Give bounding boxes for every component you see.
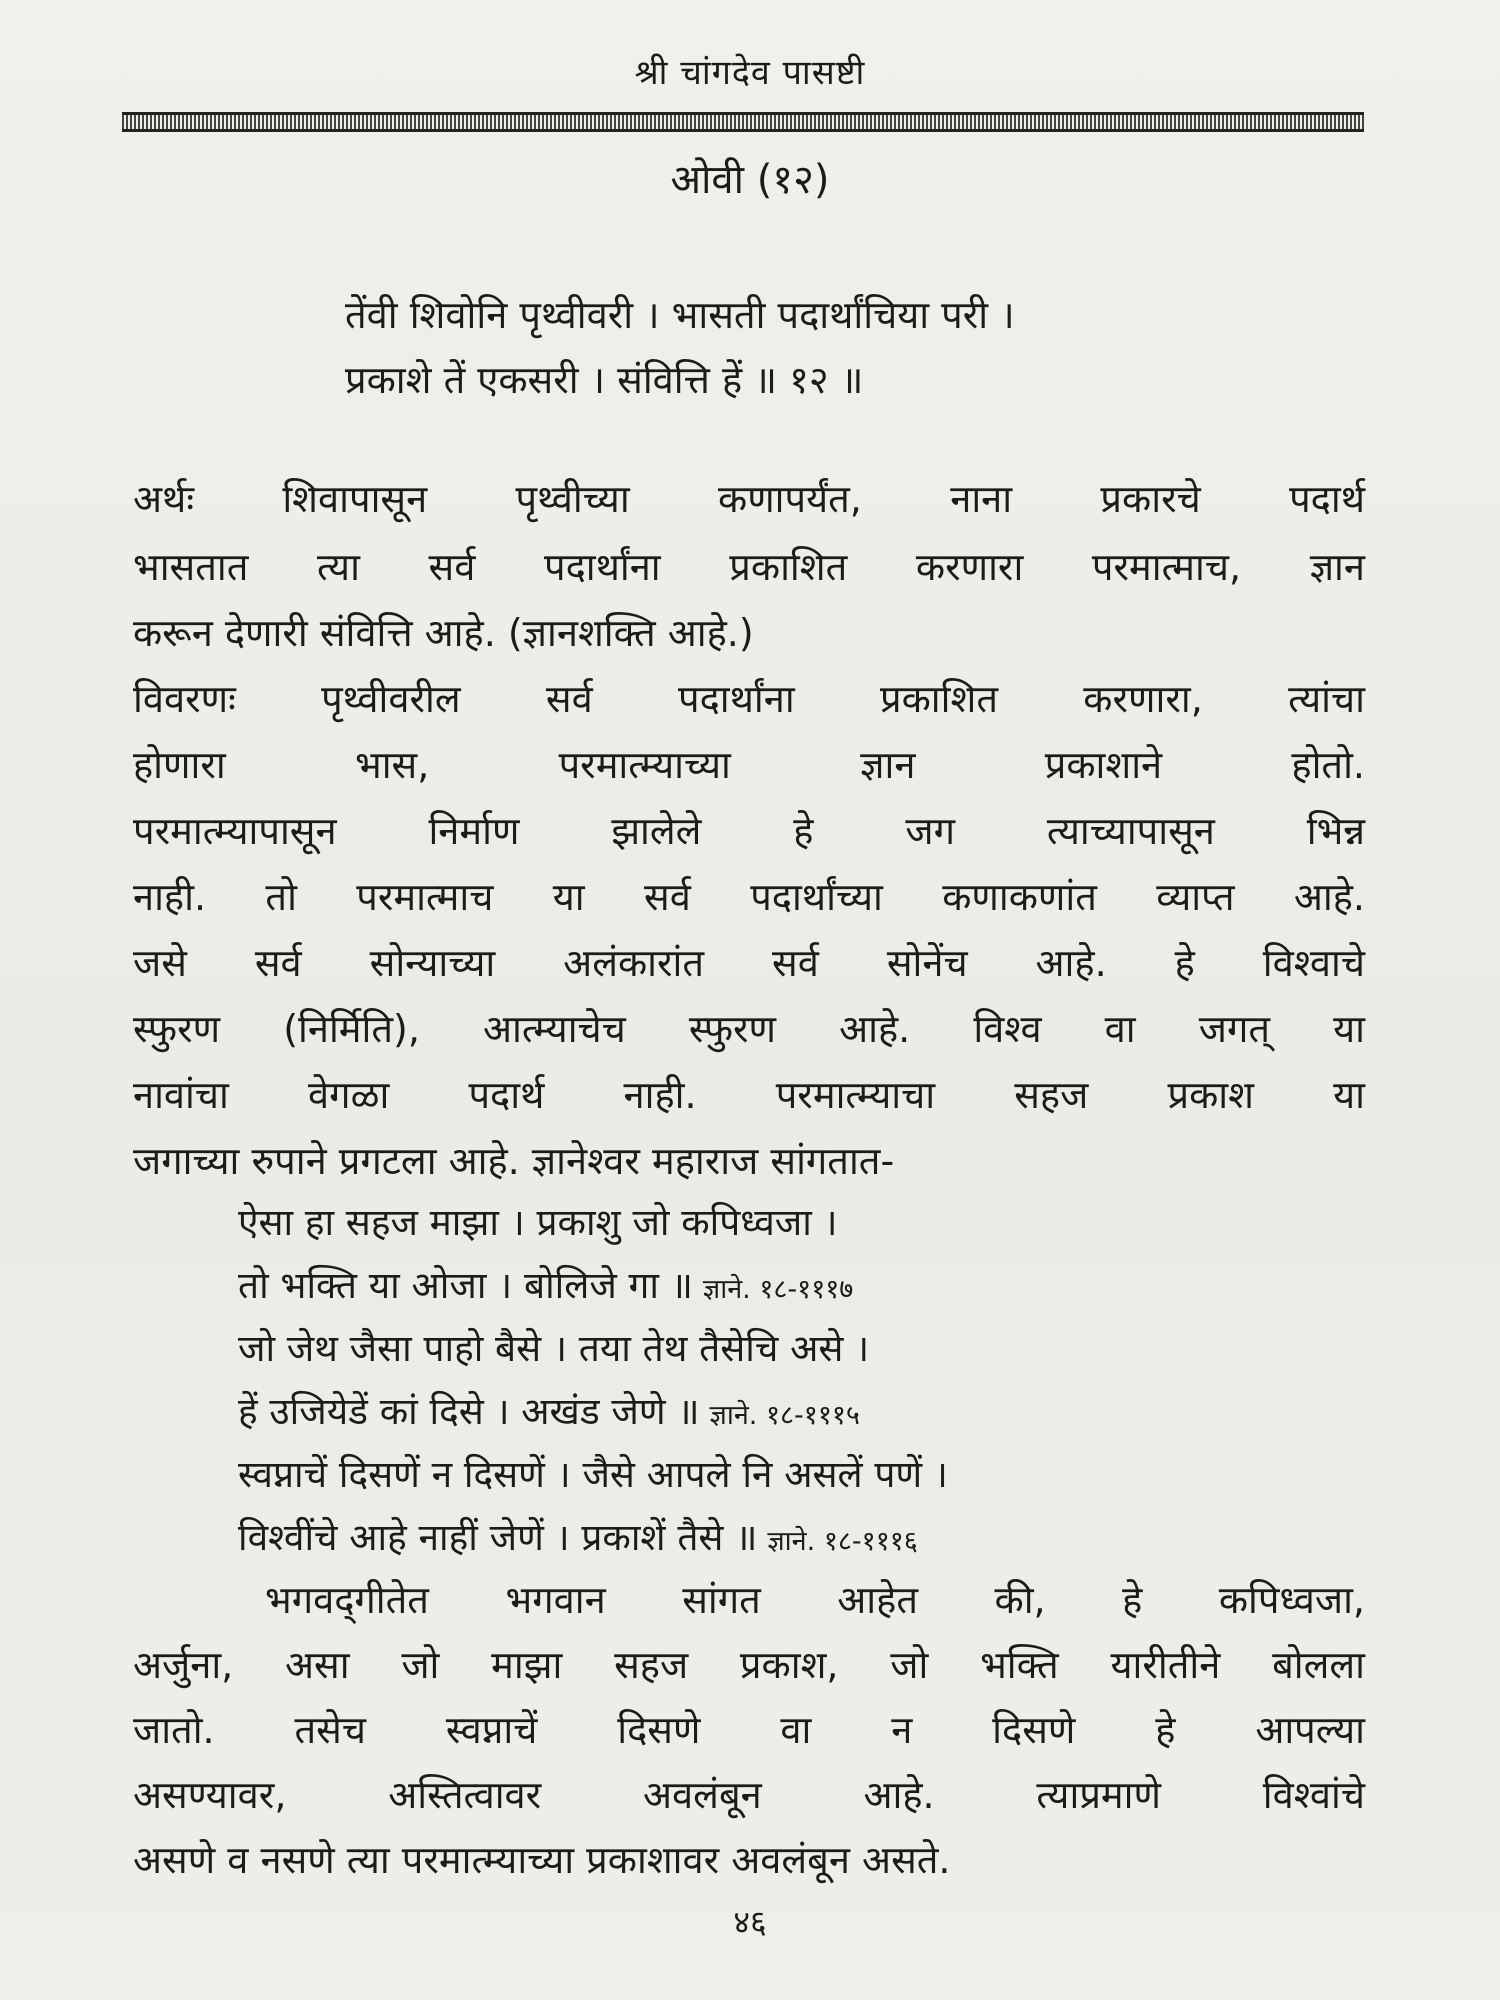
quote-line [238, 1447, 948, 1498]
quote-line [238, 1258, 853, 1309]
explanation-line: विवरणः पृथ्वीवरील सर्व पदार्थांना प्रकाशित करणारा, त्यांचा [133, 677, 1365, 721]
ovi-heading: ओवी (१२) [670, 157, 830, 203]
verse-line: प्रकाशे तें एकसरी । संवित्ति हें ॥ १२ ॥ [345, 358, 864, 402]
page-number: ४६ [733, 1903, 767, 1941]
explanation-line: स्फुरण (निर्मिति), आत्म्याचेच स्फुरण आहे. विश्व वा जगत् या [133, 1007, 1365, 1051]
quote-reference: ज्ञाने. १८-१११७ [702, 1274, 854, 1305]
meaning-line: भासतात त्या सर्व पदार्थांना प्रकाशित करणारा परमात्माच, ज्ञान [133, 545, 1365, 589]
explanation-line: होणारा भास, परमात्म्याच्या ज्ञान प्रकाशाने होतो. [133, 743, 1365, 787]
quote-text: स्वप्नाचें दिसणें न दिसणें । जैसे आपले नि असलें पणें । [238, 1453, 948, 1496]
conclusion-line: असण्यावर, अस्तित्वावर अवलंबून आहे. त्याप्रमाणे विश्वांचे [133, 1773, 1365, 1817]
quote-reference: ज्ञाने. १८-१११६ [767, 1526, 918, 1557]
conclusion-line: भगवद्‌गीतेत भगवान सांगत आहेत की, हे कपिध्वजा, [265, 1578, 1365, 1622]
explanation-line: जगाच्या रुपाने प्रगटला आहे. ज्ञानेश्वर महाराज सांगतात- [133, 1139, 895, 1183]
quote-line [238, 1510, 918, 1561]
conclusion-line: अर्जुना, असा जो माझा सहज प्रकाश, जो भक्ति यारीतीने बोलला [133, 1643, 1365, 1687]
quote-line [238, 1195, 838, 1246]
quote-text: हें उजियेडें कां दिसे । अखंड जेणे ॥ [238, 1390, 700, 1433]
explanation-line: परमात्म्यापासून निर्माण झालेले हे जग त्याच्यापासून भिन्न [133, 809, 1365, 853]
explanation-line: नावांचा वेगळा पदार्थ नाही. परमात्म्याचा सहज प्रकाश या [133, 1073, 1365, 1117]
quote-text: जो जेथ जैसा पाहो बैसे । तया तेथ तैसेचि असे । [238, 1327, 870, 1370]
meaning-line: अर्थः शिवापासून पृथ्वीच्या कणापर्यंत, नाना प्रकारचे पदार्थ [133, 477, 1365, 521]
quote-reference: ज्ञाने. १८-१११५ [709, 1400, 860, 1431]
quote-text: विश्वींचे आहे नाहीं जेणें । प्रकाशें तैसे ॥ [238, 1516, 758, 1559]
quote-text: ऐसा हा सहज माझा । प्रकाशु जो कपिध्वजा । [238, 1201, 838, 1244]
quote-line [238, 1384, 860, 1435]
conclusion-line: जातो. तसेच स्वप्नाचें दिसणे वा न दिसणे हे आपल्या [133, 1708, 1365, 1752]
quote-text: तो भक्ति या ओजा । बोलिजे गा ॥ [238, 1264, 693, 1307]
verse-line: तेंवी शिवोनि पृथ्वीवरी । भासती पदार्थांचिया परी । [345, 293, 1015, 337]
quote-line [238, 1321, 869, 1372]
header-double-rule [122, 112, 1364, 132]
explanation-line: नाही. तो परमात्माच या सर्व पदार्थांच्या कणाकणांत व्याप्त आहे. [133, 875, 1365, 919]
running-header-title: श्री चांगदेव पासष्टी [634, 53, 866, 93]
explanation-line: जसे सर्व सोन्याच्या अलंकारांत सर्व सोनेंच आहे. हे विश्वाचे [133, 941, 1365, 985]
meaning-line: करून देणारी संवित्ति आहे. (ज्ञानशक्ति आहे.) [133, 611, 754, 655]
conclusion-line: असणे व नसणे त्या परमात्म्याच्या प्रकाशावर अवलंबून असते. [133, 1838, 951, 1882]
